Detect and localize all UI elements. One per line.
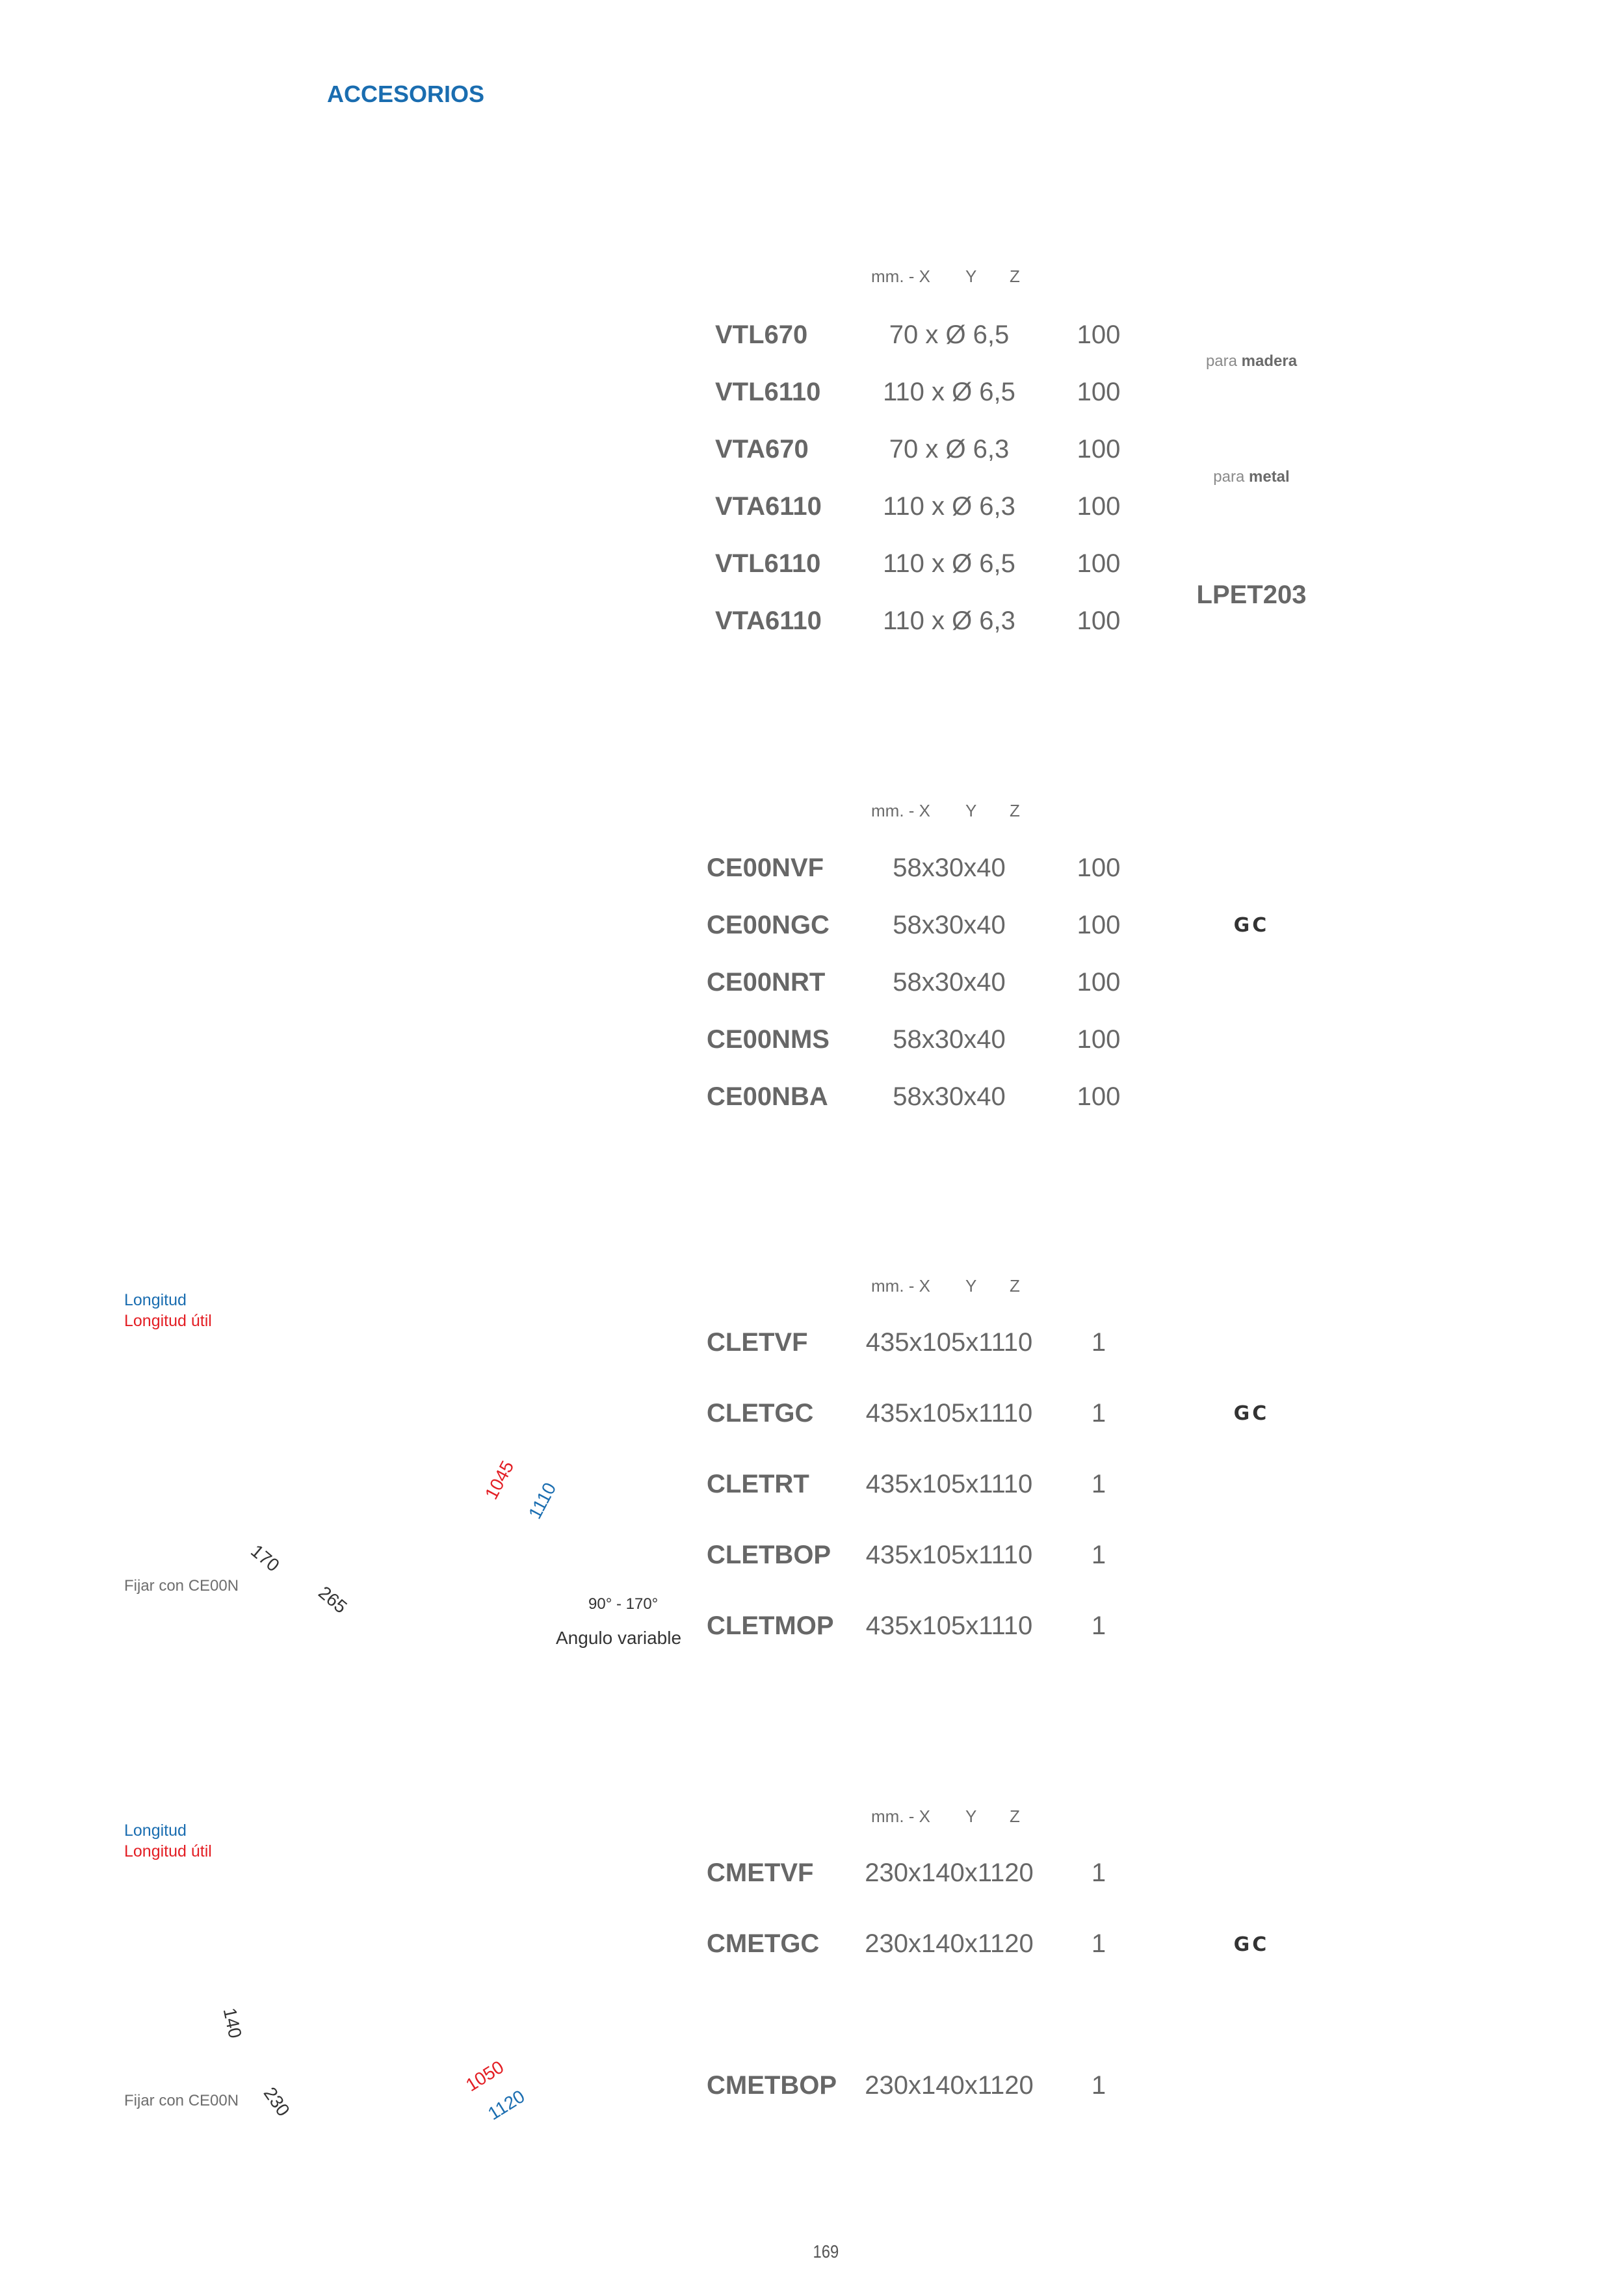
note-madera — [1167, 352, 1336, 371]
fix-note: Fijar con CE00N — [124, 1577, 239, 1595]
table-row-qty: 1 — [1091, 1611, 1106, 1640]
note-madera-prefix: para — [1205, 352, 1237, 370]
table-row-dim: 230x140x1120 — [865, 1929, 1034, 1958]
note-madera-word: madera — [1241, 352, 1298, 370]
table-row-qty: 1 — [1091, 1929, 1106, 1958]
table-row-dim: 110 x Ø 6,3 — [883, 492, 1015, 521]
table-row-qty: 100 — [1077, 549, 1121, 578]
col-header-z: Z — [1010, 267, 1020, 286]
col-header-x: mm. - X — [871, 801, 930, 820]
table-row-qty: 1 — [1091, 1399, 1106, 1428]
table-row-code: CLETVF — [707, 1328, 808, 1357]
table-row-qty: 100 — [1077, 1082, 1121, 1111]
table-row-dim: 58x30x40 — [893, 1082, 1006, 1111]
legend-useful-length: Longitud útil — [124, 1842, 212, 1860]
dimension-1110: 1110 — [524, 1479, 560, 1522]
table-row-qty: 1 — [1091, 1470, 1106, 1498]
column-header — [871, 1276, 1066, 1296]
table-row-dim: 435x105x1110 — [865, 1541, 1033, 1569]
table-row-code: CLETGC — [707, 1399, 814, 1428]
table-row-qty: 100 — [1077, 911, 1121, 939]
table-row-dim: 230x140x1120 — [865, 1859, 1034, 1887]
table-row-code: CLETMOP — [707, 1611, 834, 1640]
table-row-dim: 58x30x40 — [893, 911, 1006, 939]
dimension-1120: 1120 — [484, 2085, 529, 2124]
table-row-qty: 1 — [1091, 1328, 1106, 1357]
table-row-qty: 100 — [1077, 435, 1121, 463]
table-row-code: CMETVF — [707, 1859, 814, 1887]
table-row-code: CE00NMS — [707, 1025, 830, 1054]
legend-length: Longitud — [124, 1821, 187, 1840]
gc-badge: GC — [1233, 914, 1270, 937]
column-header — [871, 801, 1066, 820]
table-row-dim: 435x105x1110 — [865, 1328, 1033, 1357]
table-row-code: CE00NBA — [707, 1082, 828, 1111]
col-header-y: Y — [965, 801, 977, 820]
table-row-code: CMETGC — [707, 1929, 820, 1958]
col-header-x: mm. - X — [871, 267, 930, 286]
fix-note: Fijar con CE00N — [124, 2092, 239, 2109]
page-number: 169 — [813, 2241, 839, 2262]
table-row-dim: 435x105x1110 — [865, 1611, 1033, 1640]
table-row-qty: 1 — [1091, 1541, 1106, 1569]
column-header — [871, 1807, 1066, 1826]
col-header-y: Y — [965, 267, 977, 286]
dimension-1045: 1045 — [480, 1457, 518, 1503]
col-header-y: Y — [965, 1807, 977, 1826]
table-row-dim: 70 x Ø 6,5 — [889, 320, 1010, 349]
note-metal — [1167, 468, 1336, 486]
table-row-code: VTL6110 — [715, 549, 821, 578]
section-title: ACCESORIOS — [327, 81, 485, 107]
table-row-qty: 1 — [1091, 1859, 1106, 1887]
gc-badge: GC — [1233, 1402, 1270, 1425]
table-row-qty: 100 — [1077, 607, 1121, 635]
table-row-qty: 100 — [1077, 1025, 1121, 1054]
table-row-dim: 230x140x1120 — [865, 2071, 1034, 2100]
table-row-qty: 100 — [1077, 854, 1121, 882]
table-row-code: VTA670 — [715, 435, 809, 463]
angle-label: Angulo variable — [556, 1628, 682, 1648]
table-row-qty: 100 — [1077, 968, 1121, 997]
column-header — [871, 267, 1066, 286]
table-row-qty: 1 — [1091, 2071, 1106, 2100]
table-row-dim: 58x30x40 — [893, 854, 1006, 882]
kit-code: LPET203 — [1196, 581, 1307, 609]
table-row-code: CMETBOP — [707, 2071, 837, 2100]
legend-length: Longitud — [124, 1291, 187, 1309]
table-row-code: VTL6110 — [715, 378, 821, 406]
table-row-code: CE00NVF — [707, 854, 824, 882]
table-row-code: CLETRT — [707, 1470, 809, 1498]
note-metal-word: metal — [1249, 468, 1290, 486]
angle-range: 90° - 170° — [588, 1595, 659, 1613]
table-row-code: VTL670 — [715, 320, 808, 349]
dimension-230: 230 — [259, 2083, 294, 2120]
table-row-dim: 435x105x1110 — [865, 1470, 1033, 1498]
table-row-qty: 100 — [1077, 378, 1121, 406]
table-row-dim: 435x105x1110 — [865, 1399, 1033, 1428]
table-row-dim: 58x30x40 — [893, 968, 1006, 997]
table-row-code: VTA6110 — [715, 492, 822, 521]
table-row-dim: 110 x Ø 6,5 — [883, 549, 1015, 578]
table-row-dim: 110 x Ø 6,5 — [883, 378, 1015, 406]
table-row-code: CE00NGC — [707, 911, 830, 939]
table-row-qty: 100 — [1077, 492, 1121, 521]
dimension-1050: 1050 — [462, 2056, 508, 2096]
dimension-140: 140 — [219, 2006, 246, 2041]
table-row-code: CE00NRT — [707, 968, 826, 997]
col-header-z: Z — [1010, 801, 1020, 820]
gc-badge: GC — [1233, 1933, 1270, 1956]
table-row-qty: 100 — [1077, 320, 1121, 349]
col-header-x: mm. - X — [871, 1276, 930, 1296]
table-row-dim: 110 x Ø 6,3 — [883, 607, 1015, 635]
col-header-z: Z — [1010, 1807, 1020, 1826]
table-row-dim: 70 x Ø 6,3 — [889, 435, 1010, 463]
col-header-x: mm. - X — [871, 1807, 930, 1826]
table-row-dim: 58x30x40 — [893, 1025, 1006, 1054]
table-row-code: CLETBOP — [707, 1541, 831, 1569]
dimension-170: 170 — [247, 1541, 283, 1576]
note-metal-prefix: para — [1213, 468, 1245, 486]
legend-useful-length: Longitud útil — [124, 1312, 212, 1330]
dimension-265: 265 — [315, 1582, 351, 1617]
table-row-code: VTA6110 — [715, 607, 822, 635]
col-header-y: Y — [965, 1276, 977, 1296]
col-header-z: Z — [1010, 1276, 1020, 1296]
